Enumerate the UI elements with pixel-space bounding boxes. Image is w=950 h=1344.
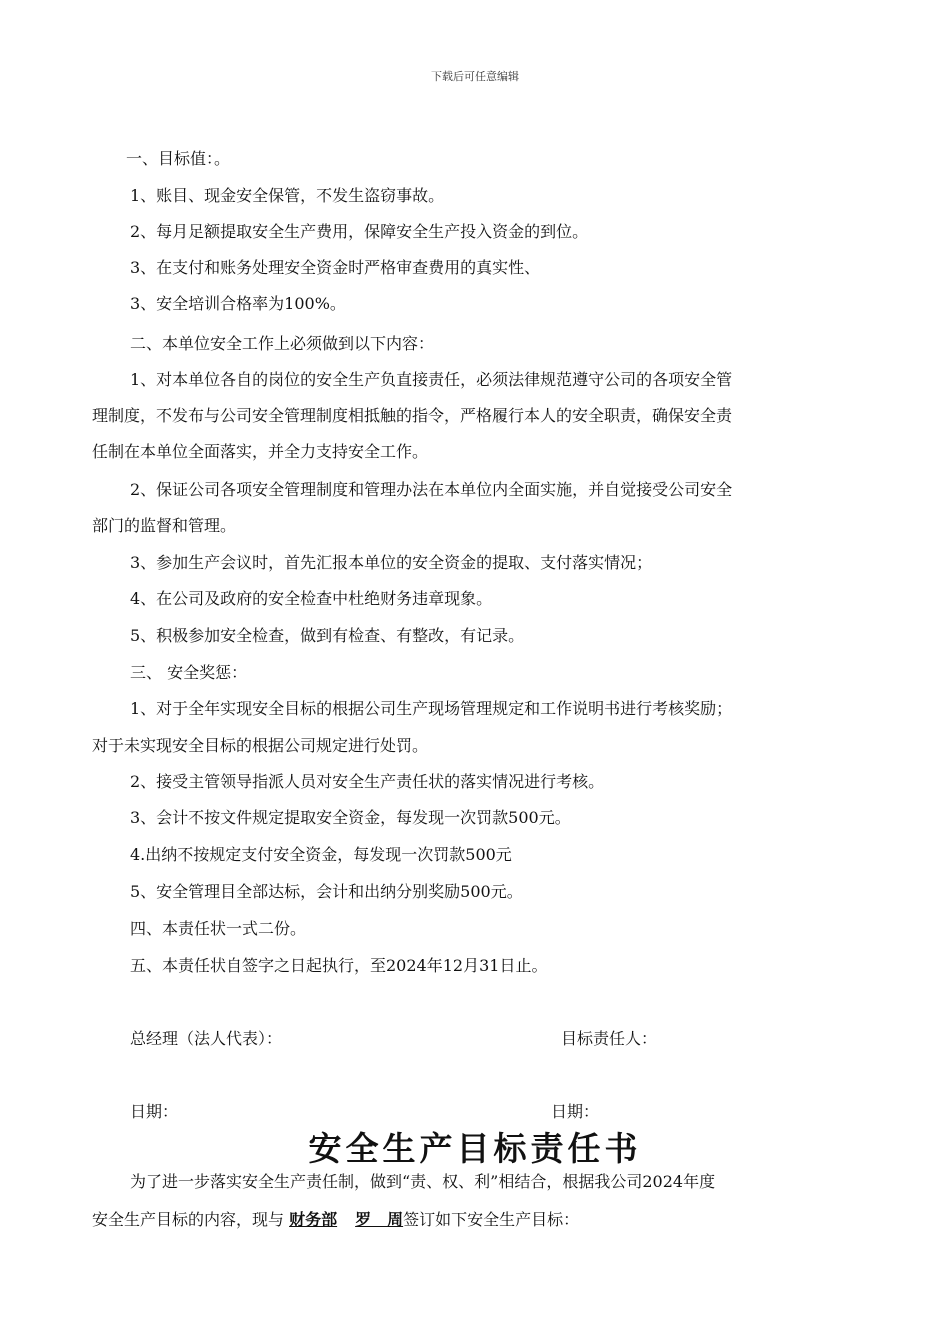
body-line: 2、保证公司各项安全管理制度和管理办法在本单位内全面实施，并自觉接受公司安全: [130, 480, 733, 499]
body-line: 3、安全培训合格率为100%。: [130, 294, 346, 313]
body-line: 1、对本单位各自的岗位的安全生产负直接责任，必须法律规范遵守公司的各项安全管: [130, 370, 733, 389]
body-line: 4、在公司及政府的安全检查中杜绝财务违章现象。: [130, 589, 493, 608]
responsible-person-signature-label: 目标责任人：: [561, 1029, 658, 1048]
document-title: 安全生产目标责任书: [308, 1129, 642, 1168]
body-line: 任制在本单位全面落实，并全力支持安全工作。: [92, 442, 429, 461]
general-manager-signature-label: 总经理（法人代表）：: [130, 1029, 283, 1048]
intro-line-1: 为了进一步落实安全生产责任制，做到“责、权、利”相结合，根据我公司2024年度: [130, 1172, 716, 1191]
right-date-label: 日期：: [551, 1102, 600, 1121]
section-heading-targets: 一、目标值：。: [126, 149, 231, 168]
body-line: 4.出纳不按规定支付安全资金，每发现一次罚款500元: [130, 845, 512, 864]
section-heading-effective-date: 五、本责任状自签字之日起执行，至2024年12月31日止。: [130, 956, 548, 975]
left-date-label: 日期：: [130, 1102, 179, 1121]
section-heading-rewards: 三、 安全奖惩：: [130, 663, 248, 682]
department-name: 财务部: [289, 1210, 338, 1229]
body-line: 3、参加生产会议时，首先汇报本单位的安全资金的提取、支付落实情况；: [130, 553, 653, 572]
intro-line-2: [92, 1210, 579, 1230]
section-heading-requirements: 二、本单位安全工作上必须做到以下内容：: [130, 334, 435, 353]
body-line: 2、接受主管领导指派人员对安全生产责任状的落实情况进行考核。: [130, 772, 605, 791]
header-note: 下载后可任意编辑: [431, 70, 519, 83]
body-line: 5、安全管理目全部达标，会计和出纳分别奖励500元。: [130, 882, 523, 901]
intro-line-2-suffix: 签订如下安全生产目标：: [403, 1210, 580, 1229]
body-line: 3、在支付和账务处理安全资金时严格审查费用的真实性、: [130, 258, 541, 277]
body-line: 理制度，不发布与公司安全管理制度相抵触的指令，严格履行本人的安全职责，确保安全责: [92, 406, 733, 425]
body-line: 部门的监督和管理。: [92, 516, 237, 535]
body-line: 5、积极参加安全检查，做到有检查、有整改，有记录。: [130, 626, 525, 645]
body-line: 1、对于全年实现安全目标的根据公司生产现场管理规定和工作说明书进行考核奖励；: [130, 699, 733, 718]
section-heading-copies: 四、本责任状一式二份。: [130, 919, 307, 938]
body-line: 3、会计不按文件规定提取安全资金，每发现一次罚款500元。: [130, 808, 571, 827]
body-line: 2、每月足额提取安全生产费用，保障安全生产投入资金的到位。: [130, 222, 589, 241]
body-line: 1、账目、现金安全保管，不发生盗窃事故。: [130, 186, 445, 205]
body-line: 对于未实现安全目标的根据公司规定进行处罚。: [92, 736, 429, 755]
intro-line-2-prefix: 安全生产目标的内容，现与: [92, 1210, 290, 1229]
person-name: 罗 周: [355, 1210, 404, 1229]
